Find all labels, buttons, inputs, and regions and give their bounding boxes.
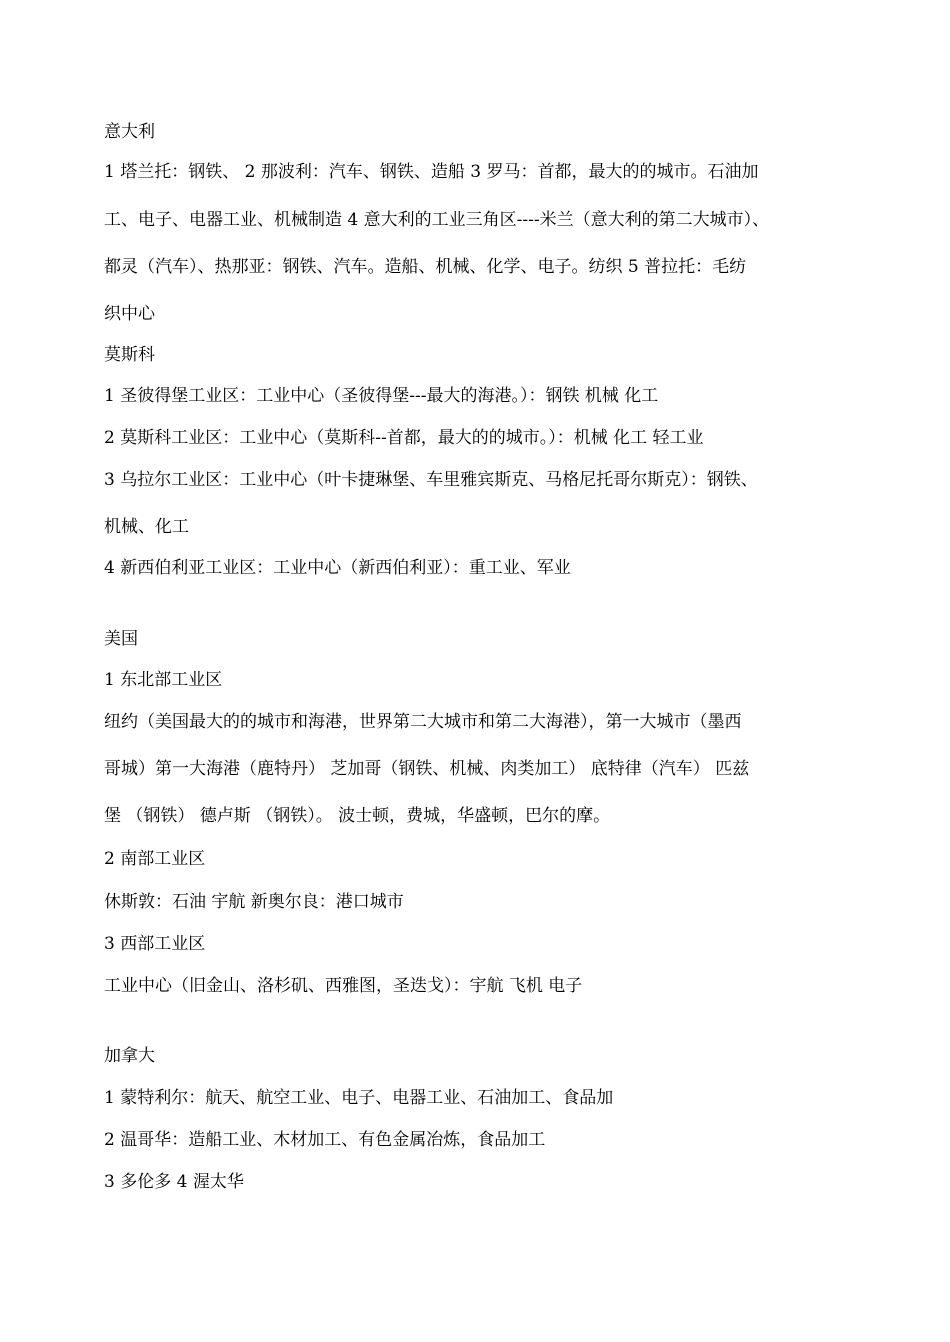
italy-line-3: 都灵（汽车）、热那亚：钢铁、汽车。造船、机械、化学、电子。纺织 5 普拉托：毛纺 bbox=[104, 257, 747, 277]
italy-line-2: 工、电子、电器工业、机械制造 4 意大利的工业三角区----米兰（意大利的第二大城市）、 bbox=[104, 210, 770, 230]
canada-line-3: 3 多伦多 4 渥太华 bbox=[104, 1172, 244, 1192]
usa-line-6: 休斯敦：石油 宇航 新奥尔良：港口城市 bbox=[104, 892, 404, 912]
moscow-line-1: 1 圣彼得堡工业区：工业中心（圣彼得堡---最大的海港。）：钢铁 机械 化工 bbox=[104, 386, 659, 406]
section-heading-canada: 加拿大 bbox=[104, 1046, 155, 1066]
usa-line-3: 哥城）第一大海港（鹿特丹） 芝加哥（钢铁、机械、肉类加工） 底特律（汽车） 匹兹 bbox=[104, 759, 750, 779]
canada-line-1: 1 蒙特利尔：航天、航空工业、电子、电器工业、石油加工、食品加 bbox=[104, 1088, 614, 1108]
italy-line-1: 1 塔兰托：钢铁、 2 那波利：汽车、钢铁、造船 3 罗马：首都，最大的的城市。石油加 bbox=[104, 162, 759, 182]
usa-line-1: 1 东北部工业区 bbox=[104, 670, 223, 690]
italy-line-4: 织中心 bbox=[104, 304, 155, 324]
usa-line-7: 3 西部工业区 bbox=[104, 934, 206, 954]
section-heading-italy: 意大利 bbox=[104, 122, 155, 142]
canada-line-2: 2 温哥华：造船工业、木材加工、有色金属冶炼，食品加工 bbox=[104, 1130, 546, 1150]
section-heading-moscow: 莫斯科 bbox=[104, 345, 155, 365]
usa-line-8: 工业中心（旧金山、洛杉矶、西雅图，圣迭戈）：宇航 飞机 电子 bbox=[104, 976, 583, 996]
moscow-line-5: 4 新西伯利亚工业区：工业中心（新西伯利亚）：重工业、军业 bbox=[104, 558, 571, 578]
moscow-line-4: 机械、化工 bbox=[104, 517, 189, 537]
moscow-line-3: 3 乌拉尔工业区：工业中心（叶卡捷琳堡、车里雅宾斯克、马格尼托哥尔斯克）：钢铁、 bbox=[104, 470, 758, 490]
moscow-line-2: 2 莫斯科工业区：工业中心（莫斯科--首都，最大的的城市。）：机械 化工 轻工业 bbox=[104, 428, 704, 448]
usa-line-4: 堡 （钢铁） 德卢斯 （钢铁）。 波士顿，费城，华盛顿，巴尔的摩。 bbox=[104, 806, 611, 826]
usa-line-2: 纽约（美国最大的的城市和海港，世界第二大城市和第二大海港），第一大城市（墨西 bbox=[104, 712, 742, 732]
usa-line-5: 2 南部工业区 bbox=[104, 849, 206, 869]
section-heading-usa: 美国 bbox=[104, 629, 138, 649]
